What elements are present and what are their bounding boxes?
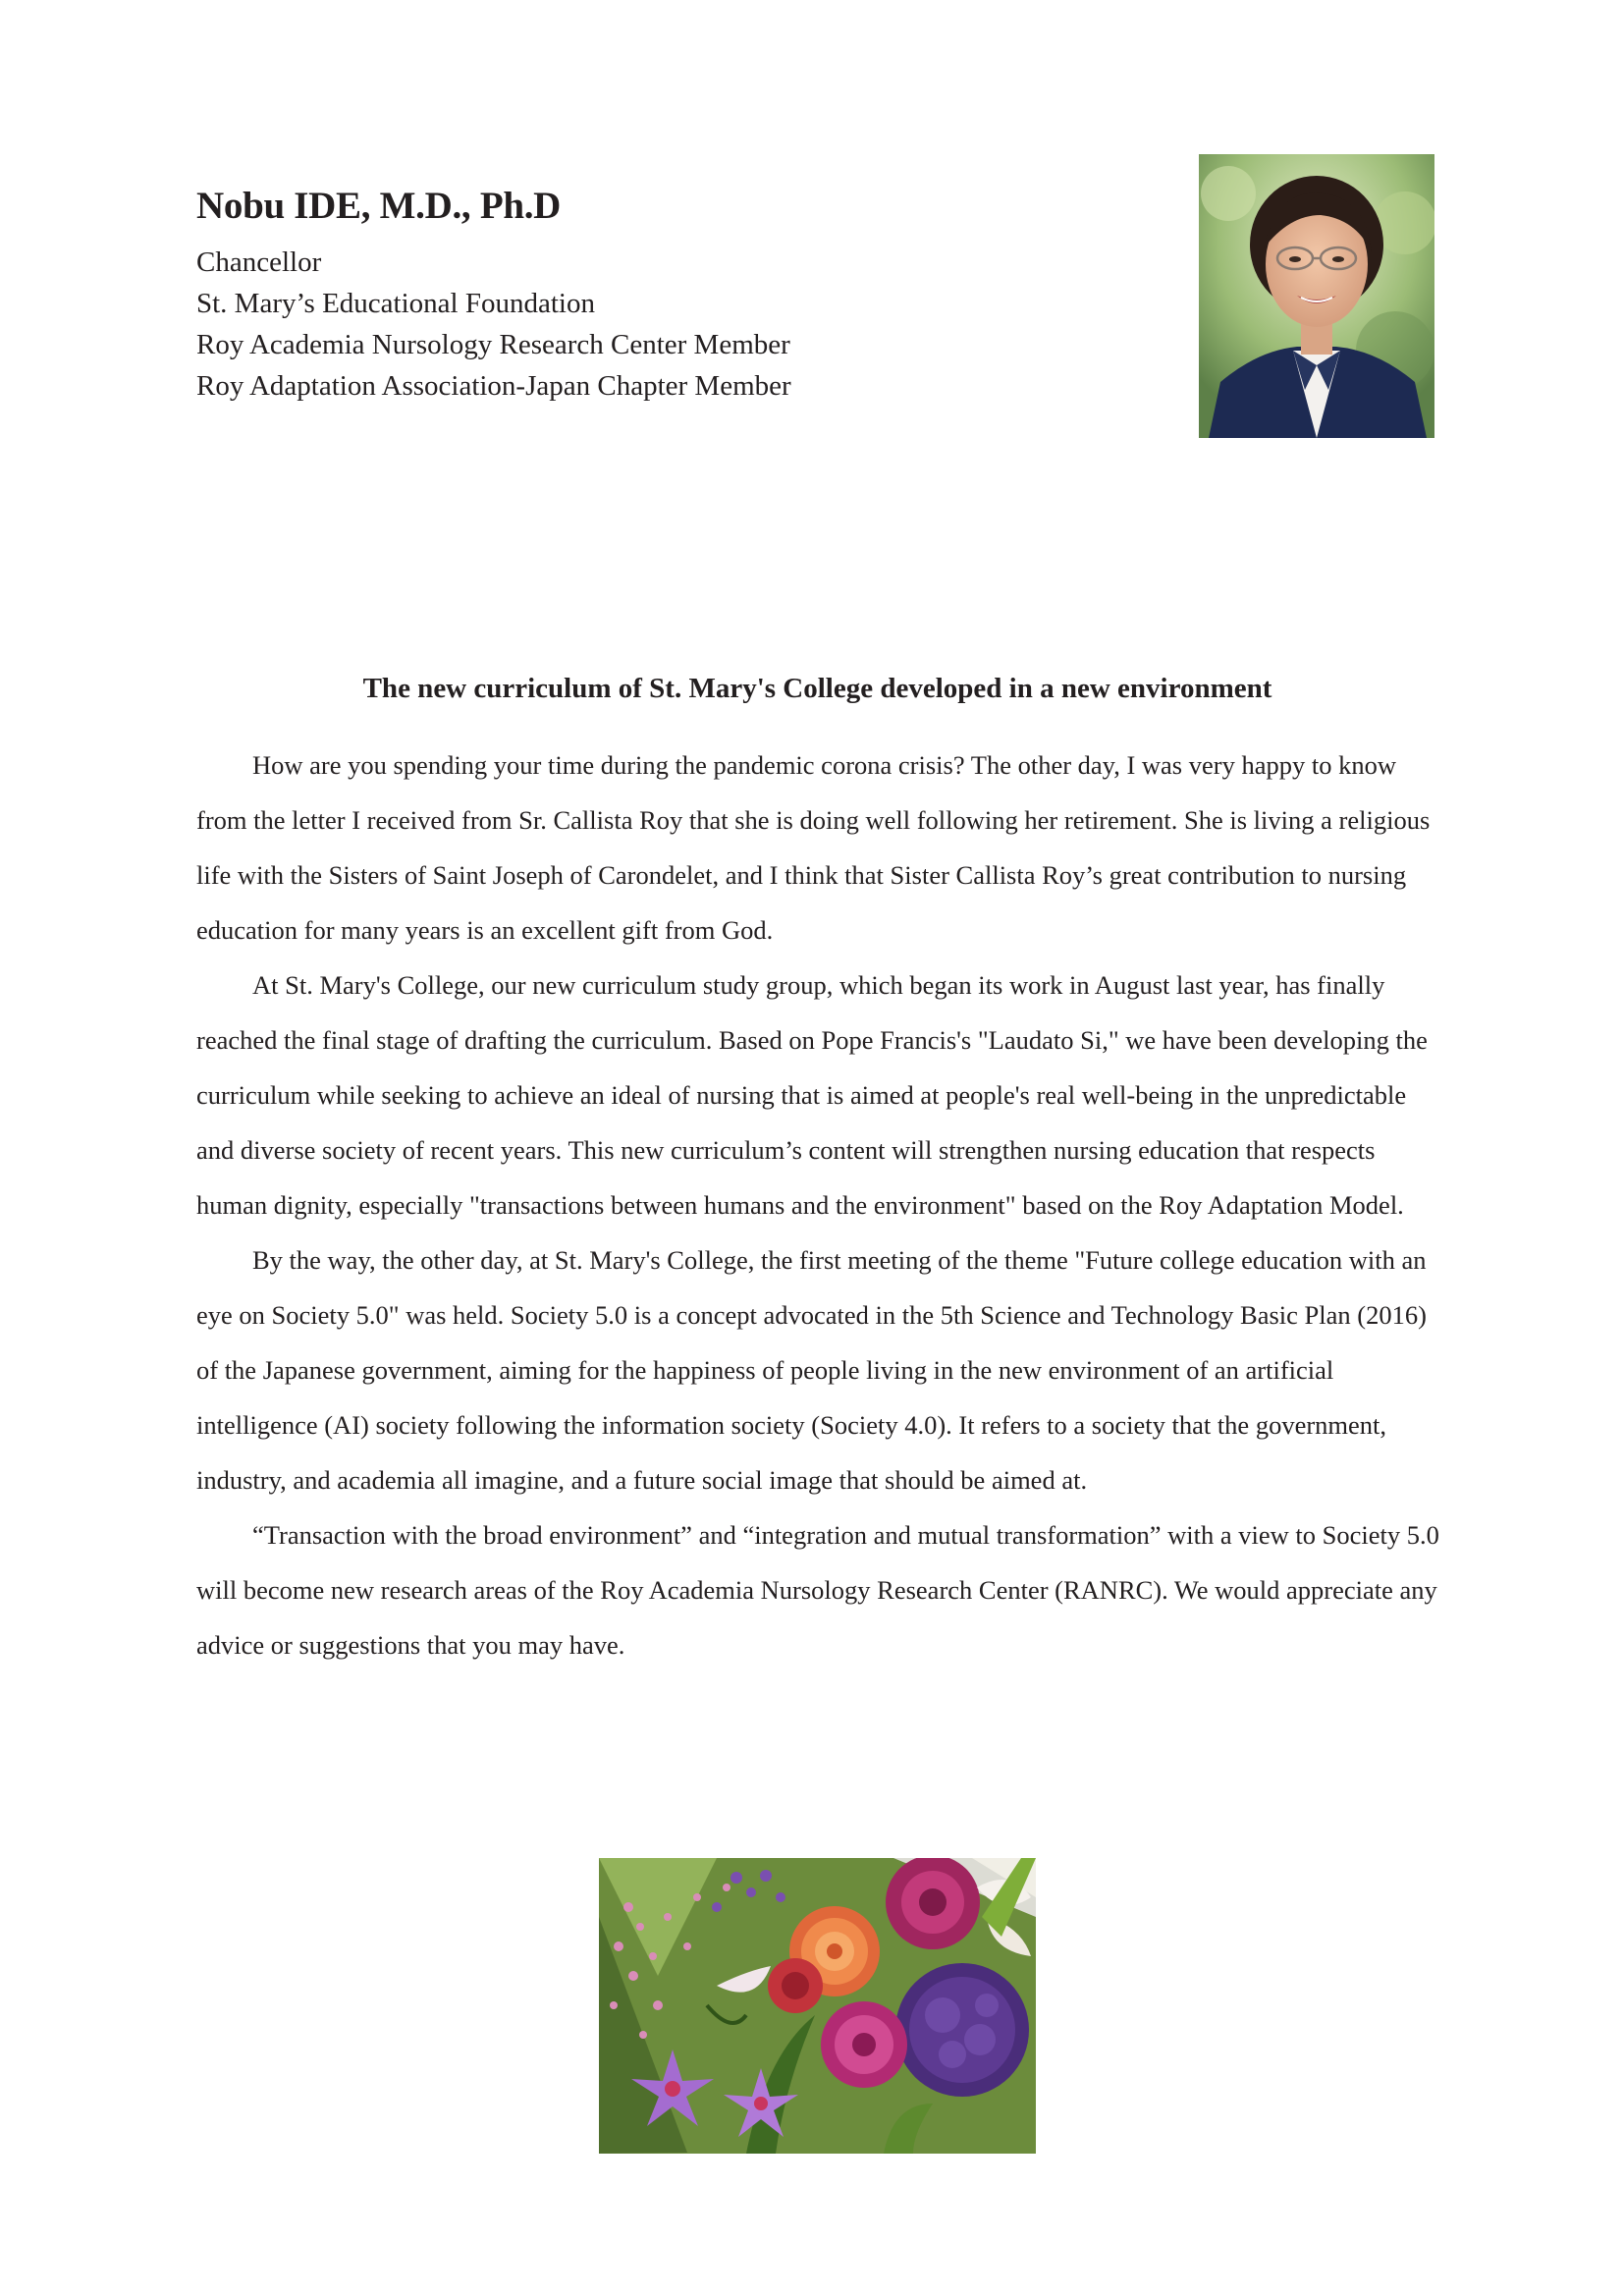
author-portrait-photo <box>1199 154 1434 438</box>
article-title: The new curriculum of St. Mary's College developed in a new environment <box>362 673 1272 705</box>
portrait-photo-icon <box>1199 154 1434 438</box>
article-paragraph: How are you spending your time during the pandemic corona crisis? The other day, I was very happy to know from the letter I received from Sr. Callista Roy that she is doing well following her retirement. She is living a religious life with the Sisters of Saint Joseph of Carondelet, and I think that Sister Callista Roy’s great contribution to nursing education for many years is an excellent gift from God. <box>196 750 1431 945</box>
author-title-position: Chancellor <box>196 246 322 278</box>
article-paragraph: By the way, the other day, at St. Mary's College, the first meeting of the theme "Future college education with an eye on Society 5.0" was held. Society 5.0 is a concept advocated in the 5th Science and Technology Basic Plan (2016) of the Japanese government, aiming for the happiness of people living in the new environment of an artificial intelligence (AI) society following the information society (Society 4.0). It refers to a society that the government, industry, and academia all imagine, and a future social image that should be aimed at. <box>196 1245 1427 1495</box>
article-paragraph: “Transaction with the broad environment” and “integration and mutual transformation” with a view to Society 5.0 will become new research areas of the Roy Academia Nursology Research Center (RANRC). We would appreciate any advice or suggestions that you may have. <box>196 1520 1439 1660</box>
author-header <box>196 183 1080 407</box>
article-paragraph: At St. Mary's College, our new curriculum study group, which began its work in August last year, has finally reached the final stage of drafting the curriculum. Based on Pope Francis's "Laudato Si," we have been developing the curriculum while seeking to achieve an ideal of nursing that is aimed at people's real well-being in the unpredictable and diverse society of recent years. This new curriculum’s content will strengthen nursing education that respects human dignity, especially "transactions between humans and the environment" based on the Roy Adaptation Model. <box>196 970 1428 1220</box>
author-titles <box>196 242 1080 407</box>
author-title-ranrc: Roy Academia Nursology Research Center Member <box>196 329 790 360</box>
author-name: Nobu IDE, M.D., Ph.D <box>196 185 562 227</box>
flower-bouquet-photo <box>599 1858 1036 2154</box>
flower-bouquet-photo-icon <box>599 1858 1036 2154</box>
author-title-raa: Roy Adaptation Association-Japan Chapter Member <box>196 370 791 402</box>
article-body <box>196 738 1441 1672</box>
author-title-foundation: St. Mary’s Educational Foundation <box>196 288 595 319</box>
